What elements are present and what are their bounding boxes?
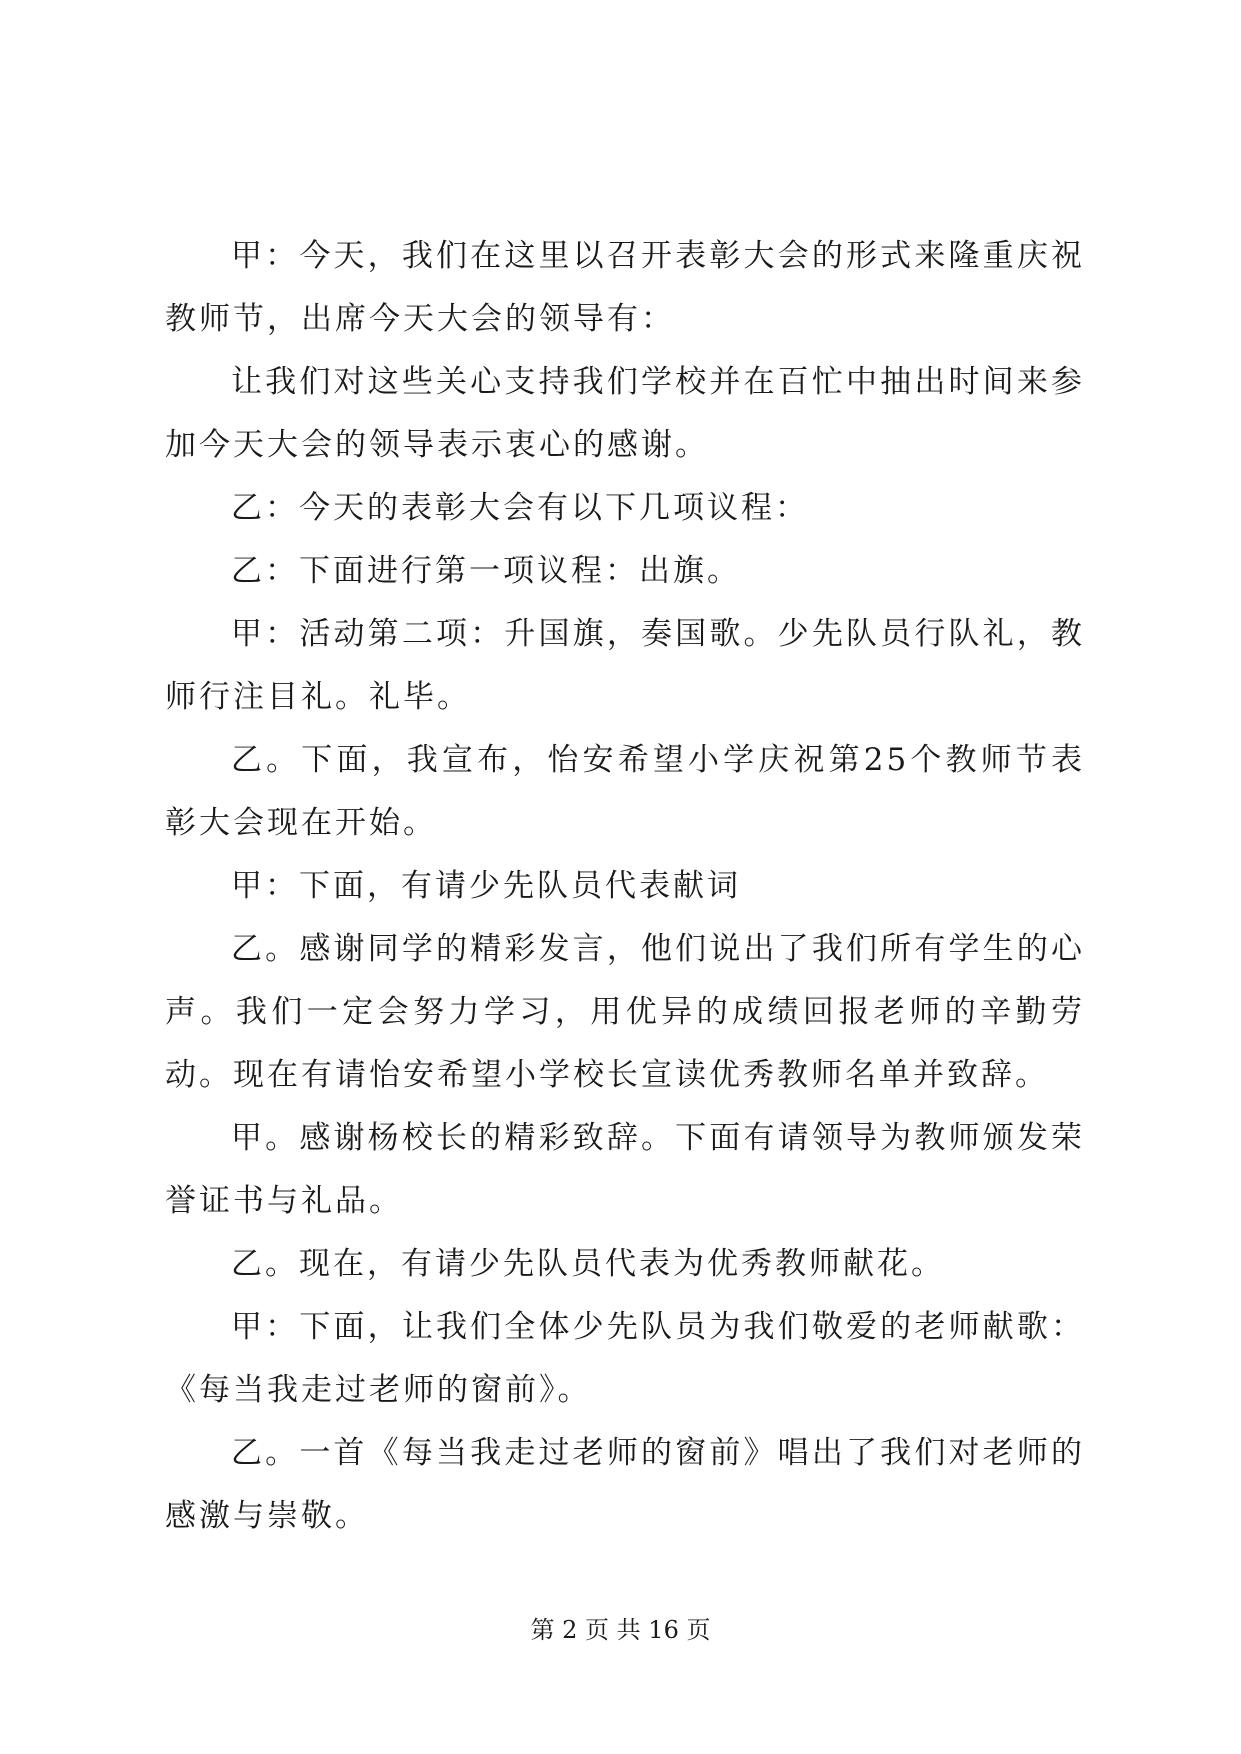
page-number-footer: 第 2 页 共 16 页 — [530, 1616, 711, 1644]
paragraph: 让我们对这些关心支持我们学校并在百忙中抽出时间来参加今天大会的领导表示衷心的感谢。 — [165, 364, 1085, 463]
paragraph: 乙。现在，有请少先队员代表为优秀教师献花。 — [231, 1246, 945, 1282]
paragraph: 乙。感谢同学的精彩发言，他们说出了我们所有学生的心声。我们一定会努力学习，用优异的成绩回报老师的辛勤劳动。现在有请怡安希望小学校长宣读优秀教师名单并致辞。 — [165, 931, 1085, 1093]
paragraph: 甲：下面，有请少先队员代表献词 — [231, 868, 741, 904]
paragraph: 乙。一首《每当我走过老师的窗前》唱出了我们对老师的感激与崇敬。 — [165, 1435, 1085, 1534]
document-body — [165, 225, 1085, 1548]
paragraph: 乙：今天的表彰大会有以下几项议程： — [231, 490, 809, 526]
paragraph: 乙。下面，我宣布，怡安希望小学庆祝第25个教师节表彰大会现在开始。 — [165, 742, 1085, 841]
paragraph: 乙：下面进行第一项议程：出旗。 — [231, 553, 741, 589]
paragraph: 甲：今天，我们在这里以召开表彰大会的形式来隆重庆祝教师节，出席今天大会的领导有： — [165, 238, 1085, 337]
paragraph: 甲：活动第二项：升国旗，奏国歌。少先队员行队礼，教师行注目礼。礼毕。 — [165, 616, 1085, 715]
paragraph: 甲：下面，让我们全体少先队员为我们敬爱的老师献歌：《每当我走过老师的窗前》。 — [165, 1309, 1085, 1408]
paragraph: 甲。感谢杨校长的精彩致辞。下面有请领导为教师颁发荣誉证书与礼品。 — [165, 1120, 1085, 1219]
